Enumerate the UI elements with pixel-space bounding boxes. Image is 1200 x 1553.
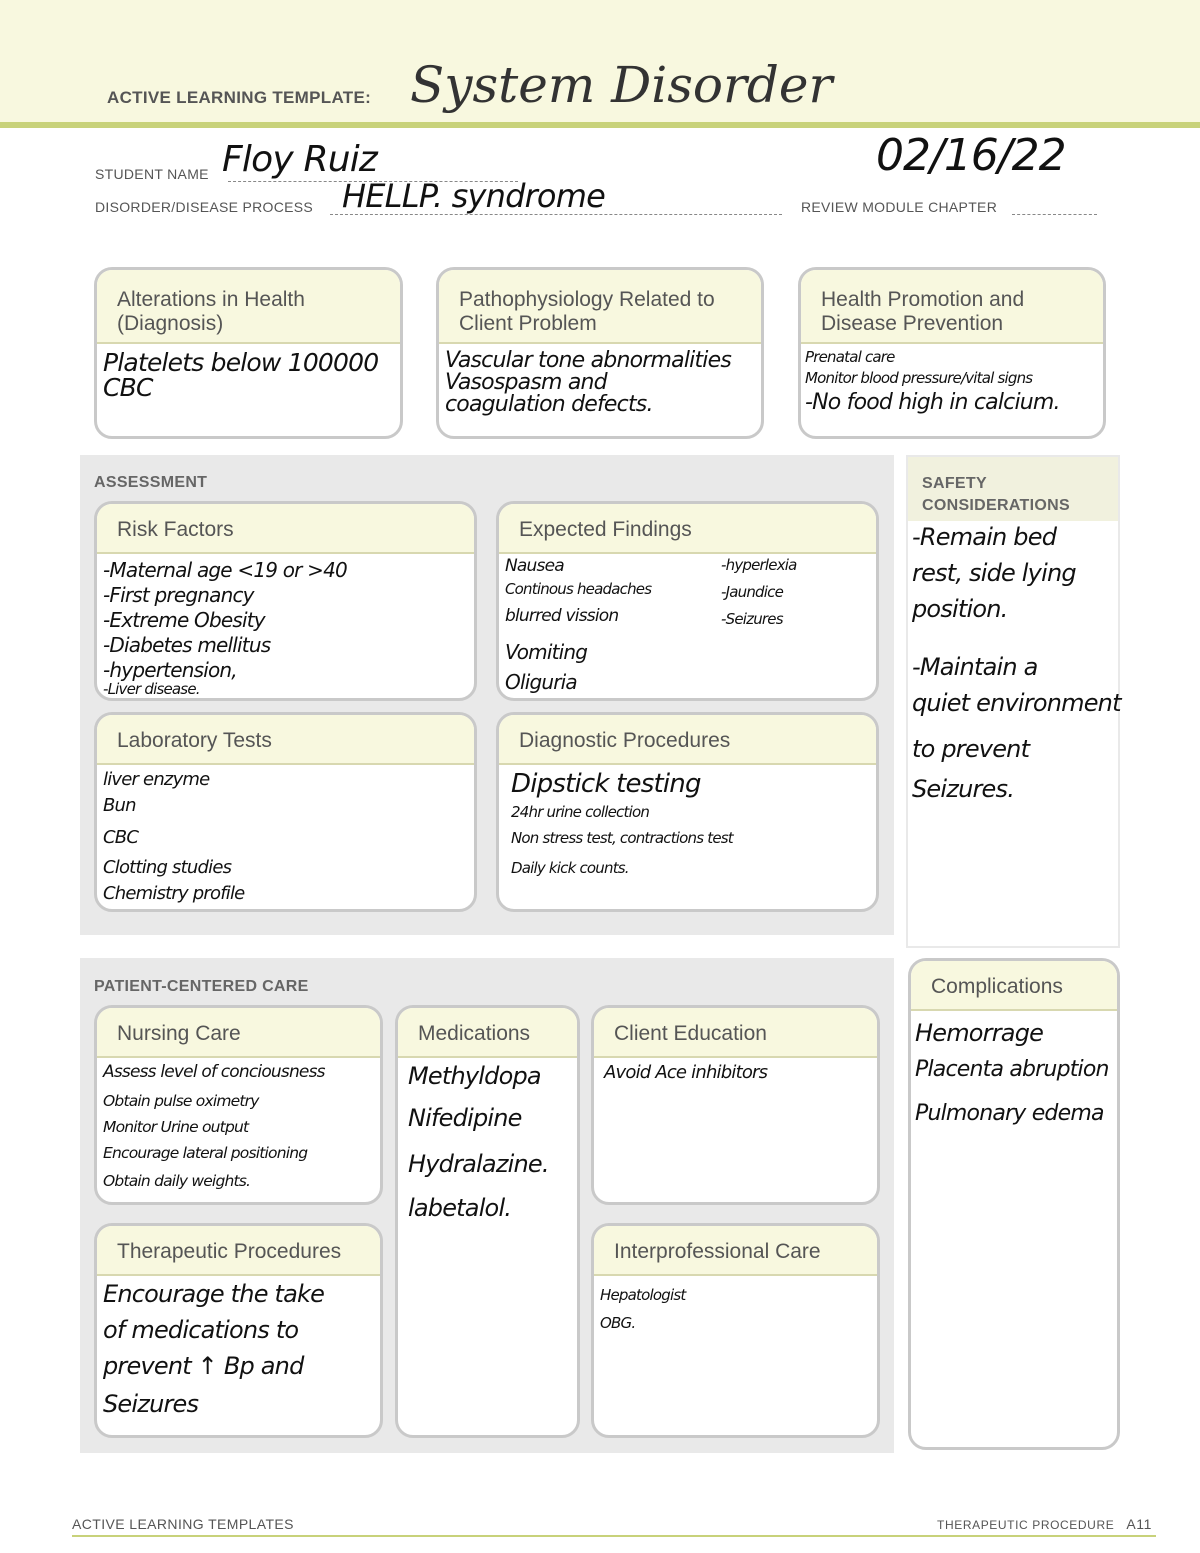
safety-entry: rest, side lying	[912, 559, 1076, 587]
diagnostic-procedures-content[interactable]	[499, 765, 876, 876]
pathophysiology-entry: Vasospasm and	[445, 370, 607, 395]
nursing-care-entry: Obtain pulse oximetry	[103, 1092, 259, 1110]
health-promotion-box	[798, 267, 1106, 439]
pathophysiology-box	[436, 267, 764, 439]
therapeutic-procedures-content[interactable]	[97, 1276, 380, 1416]
therapeutic-entry: Encourage the take	[103, 1280, 325, 1308]
date-value[interactable]: 02/16/22	[876, 130, 1066, 181]
patient-care-label: PATIENT-CENTERED CARE	[94, 978, 309, 995]
lab-tests-content[interactable]	[97, 765, 474, 903]
footer-right	[937, 1516, 1152, 1532]
expected-findings-col2	[721, 558, 797, 627]
safety-entry: -Maintain a	[912, 653, 1038, 681]
client-education-title: Client Education	[594, 1008, 877, 1058]
pathophysiology-entry: coagulation defects.	[445, 392, 653, 417]
expected-finding-entry: -Seizures	[721, 610, 783, 628]
safety-entry: Seizures.	[912, 775, 1015, 803]
header-divider	[0, 122, 1200, 128]
nursing-care-entry: Monitor Urine output	[103, 1118, 249, 1136]
alterations-content[interactable]	[97, 344, 400, 400]
interprofessional-care-box	[591, 1223, 880, 1438]
expected-findings-col1	[505, 558, 651, 692]
pathophysiology-content[interactable]	[439, 344, 761, 416]
safety-body	[908, 521, 1121, 946]
diagnostic-entry: 24hr urine collection	[511, 803, 650, 821]
safety-entry: to prevent	[912, 735, 1030, 763]
risk-factor-entry: -First pregnancy	[103, 583, 254, 607]
lab-test-entry: CBC	[103, 827, 139, 848]
client-education-box	[591, 1005, 880, 1205]
health-promotion-title: Health Promotion and Disease Prevention	[801, 270, 1103, 344]
medications-title: Medications	[398, 1008, 577, 1058]
footer-section: THERAPEUTIC PROCEDURE	[937, 1518, 1115, 1532]
risk-factor-entry: -Liver disease.	[103, 680, 200, 698]
therapeutic-entry: of medications to	[103, 1316, 299, 1344]
lab-test-entry: liver enzyme	[103, 769, 210, 790]
disorder-label: DISORDER/DISEASE PROCESS	[95, 199, 314, 215]
expected-finding-entry: Oliguria	[505, 670, 577, 694]
medication-entry: Nifedipine	[408, 1104, 522, 1132]
expected-finding-entry: Vomiting	[505, 640, 588, 664]
client-education-entry: Avoid Ace inhibitors	[604, 1062, 768, 1083]
risk-factors-box	[94, 501, 477, 701]
nursing-care-entry: Obtain daily weights.	[103, 1172, 251, 1190]
health-promotion-entry: -No food high in calcium.	[805, 390, 1060, 415]
diagnostic-entry: Daily kick counts.	[511, 859, 629, 877]
nursing-care-entry: Encourage lateral positioning	[103, 1144, 308, 1162]
review-module-label: REVIEW MODULE CHAPTER	[801, 199, 998, 215]
medication-entry: Hydralazine.	[408, 1150, 549, 1178]
disorder-value[interactable]: HELLP. syndrome	[342, 177, 605, 215]
therapeutic-procedures-box	[94, 1223, 383, 1438]
diagnostic-procedures-title: Diagnostic Procedures	[499, 715, 876, 765]
complication-entry: Pulmonary edema	[915, 1101, 1104, 1126]
safety-title: SAFETY CONSIDERATIONS	[922, 475, 1070, 514]
pathophysiology-title: Pathophysiology Related to Client Problem	[439, 270, 761, 344]
interprofessional-care-content[interactable]	[594, 1276, 877, 1331]
interprofessional-entry: OBG.	[600, 1314, 636, 1332]
expected-finding-entry: -Jaundice	[721, 583, 784, 601]
alterations-box	[94, 267, 403, 439]
client-education-content[interactable]	[594, 1058, 877, 1082]
footer-divider	[72, 1535, 1156, 1537]
student-name-value[interactable]: Floy Ruiz	[222, 139, 378, 180]
expected-finding-entry: Nausea	[505, 556, 564, 576]
lab-tests-title: Laboratory Tests	[97, 715, 474, 765]
complication-entry: Placenta abruption	[915, 1057, 1109, 1082]
risk-factor-entry: -Maternal age <19 or >40	[103, 558, 347, 582]
risk-factor-entry: -hypertension,	[103, 658, 237, 682]
lab-test-entry: Bun	[103, 795, 136, 816]
diagnostic-entry: Dipstick testing	[511, 769, 701, 799]
footer-left: ACTIVE LEARNING TEMPLATES	[72, 1516, 294, 1532]
safety-header	[908, 457, 1118, 521]
interprofessional-entry: Hepatologist	[600, 1286, 686, 1304]
lab-tests-box	[94, 712, 477, 912]
safety-content[interactable]	[912, 525, 1121, 801]
alterations-entry: CBC	[103, 373, 153, 402]
nursing-care-content[interactable]	[97, 1058, 380, 1190]
medication-entry: Methyldopa	[408, 1062, 541, 1090]
risk-factors-title: Risk Factors	[97, 504, 474, 554]
lab-test-entry: Clotting studies	[103, 857, 232, 878]
nursing-care-title: Nursing Care	[97, 1008, 380, 1058]
safety-entry: position.	[912, 595, 1008, 623]
diagnostic-entry: Non stress test, contractions test	[511, 829, 733, 847]
complications-title: Complications	[911, 961, 1117, 1011]
complication-entry: Hemorrage	[915, 1019, 1044, 1047]
therapeutic-procedures-title: Therapeutic Procedures	[97, 1226, 380, 1276]
medications-content[interactable]	[398, 1058, 577, 1220]
expected-findings-title: Expected Findings	[499, 504, 876, 554]
medication-entry: labetalol.	[408, 1194, 512, 1222]
template-title: System Disorder	[410, 56, 833, 114]
risk-factor-entry: -Extreme Obesity	[103, 608, 265, 632]
expected-finding-entry: Continous headaches	[505, 580, 652, 598]
template-label: ACTIVE LEARNING TEMPLATE:	[107, 88, 372, 107]
interprofessional-care-title: Interprofessional Care	[594, 1226, 877, 1276]
risk-factors-content[interactable]	[97, 554, 474, 697]
nursing-care-entry: Assess level of conciousness	[103, 1062, 325, 1082]
expected-finding-entry: blurred vission	[505, 606, 619, 626]
alterations-title: Alterations in Health (Diagnosis)	[97, 270, 400, 344]
pathophysiology-entry: Vascular tone abnormalities	[445, 348, 731, 373]
safety-entry: -Remain bed	[912, 523, 1057, 551]
lab-test-entry: Chemistry profile	[103, 883, 245, 904]
health-promotion-entry: Monitor blood pressure/vital signs	[805, 369, 1033, 387]
health-promotion-entry: Prenatal care	[805, 348, 895, 366]
footer-page-number: A11	[1126, 1516, 1152, 1532]
assessment-label: ASSESSMENT	[94, 474, 208, 491]
therapeutic-entry: prevent ↑ Bp and	[103, 1352, 304, 1380]
complications-content[interactable]	[911, 1011, 1117, 1125]
therapeutic-entry: Seizures	[103, 1390, 199, 1418]
medications-box	[395, 1005, 580, 1438]
complications-box	[908, 958, 1120, 1450]
expected-findings-content[interactable]	[499, 554, 876, 694]
nursing-care-box	[94, 1005, 383, 1205]
safety-entry: quiet environment	[912, 689, 1121, 717]
expected-finding-entry: -hyperlexia	[721, 556, 797, 574]
student-name-label: STUDENT NAME	[95, 166, 209, 182]
diagnostic-procedures-box	[496, 712, 879, 912]
review-module-line[interactable]	[1012, 214, 1097, 215]
risk-factor-entry: -Diabetes mellitus	[103, 633, 271, 657]
health-promotion-content[interactable]	[801, 344, 1103, 414]
expected-findings-box	[496, 501, 879, 701]
alterations-entry: Platelets below 100000	[103, 348, 379, 377]
